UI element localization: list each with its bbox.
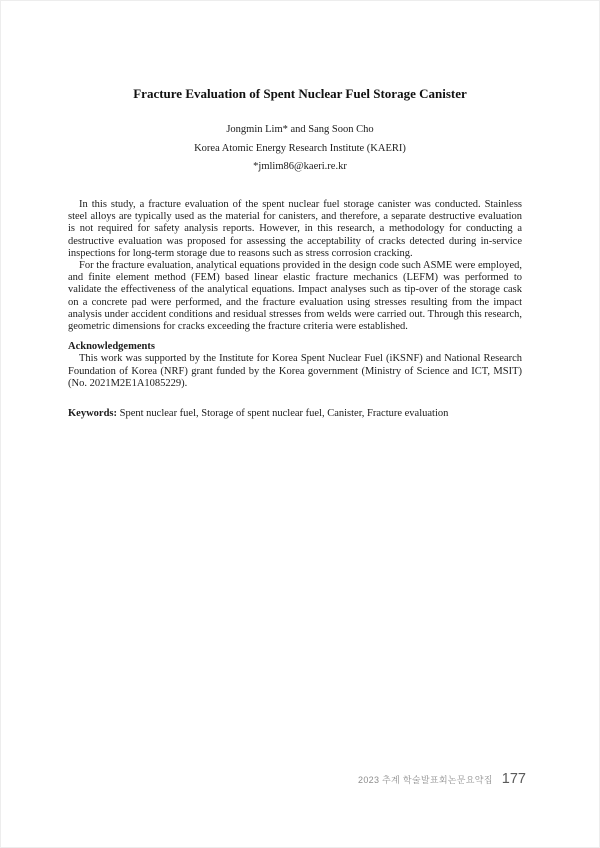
abstract-paragraph-2: For the fracture evaluation, analytical equations provided in the design code such ASME were employed, and finite element method (FEM) based linear elastic fracture mechanics (LEFM) was performed to validate the effectiveness of the analytical equations. Impact analyses such as tip-over of the storage cask on a concrete pad were performed, and the fracture evaluation using stresses resulting from the impact analysis under accident conditions and residual stresses from welds were carried out. Through this research, geometric dimensions for cracks exceeding the fracture criteria were established. [68, 260, 522, 333]
paper-header [0, 0, 600, 173]
paper-title: Fracture Evaluation of Spent Nuclear Fuel Storage Canister [133, 86, 467, 101]
acknowledgements-text: This work was supported by the Institute for Korea Spent Nuclear Fuel (iKSNF) and National Research Foundation of Korea (NRF) grant funded by the Korea government (Ministry of Science and ICT, MSIT) (No. 2021M2E1A1085229). [68, 353, 522, 389]
proceedings-title: 2023 추계 학술발표회논문요약집 [358, 775, 493, 785]
paper-affiliation: Korea Atomic Energy Research Institute (KAERI) [194, 143, 406, 154]
acknowledgements-heading: Acknowledgements [68, 341, 155, 353]
keywords-line [68, 408, 522, 420]
abstract-paragraph-1: In this study, a fracture evaluation of the spent nuclear fuel storage canister was conducted. Stainless steel alloys are typically used as the material for canisters, and therefore, a separate destructive evaluation is not required for safety analysis reports. However, in this research, a methodology for conducting a destructive evaluation was proposed for assessing the acceptability of cracks detected during in-service inspections for long-term storage due to reasons such as stress corrosion cracking. [68, 199, 522, 259]
page-footer [358, 771, 526, 787]
paper-email: *jmlim86@kaeri.re.kr [253, 161, 347, 172]
page-number: 177 [501, 771, 526, 787]
abstract-body [0, 199, 600, 420]
keywords-label: Keywords: [68, 408, 117, 420]
keywords-text: Spent nuclear fuel, Storage of spent nuclear fuel, Canister, Fracture evaluation [119, 408, 449, 420]
paper-authors: Jongmin Lim* and Sang Soon Cho [226, 124, 374, 135]
